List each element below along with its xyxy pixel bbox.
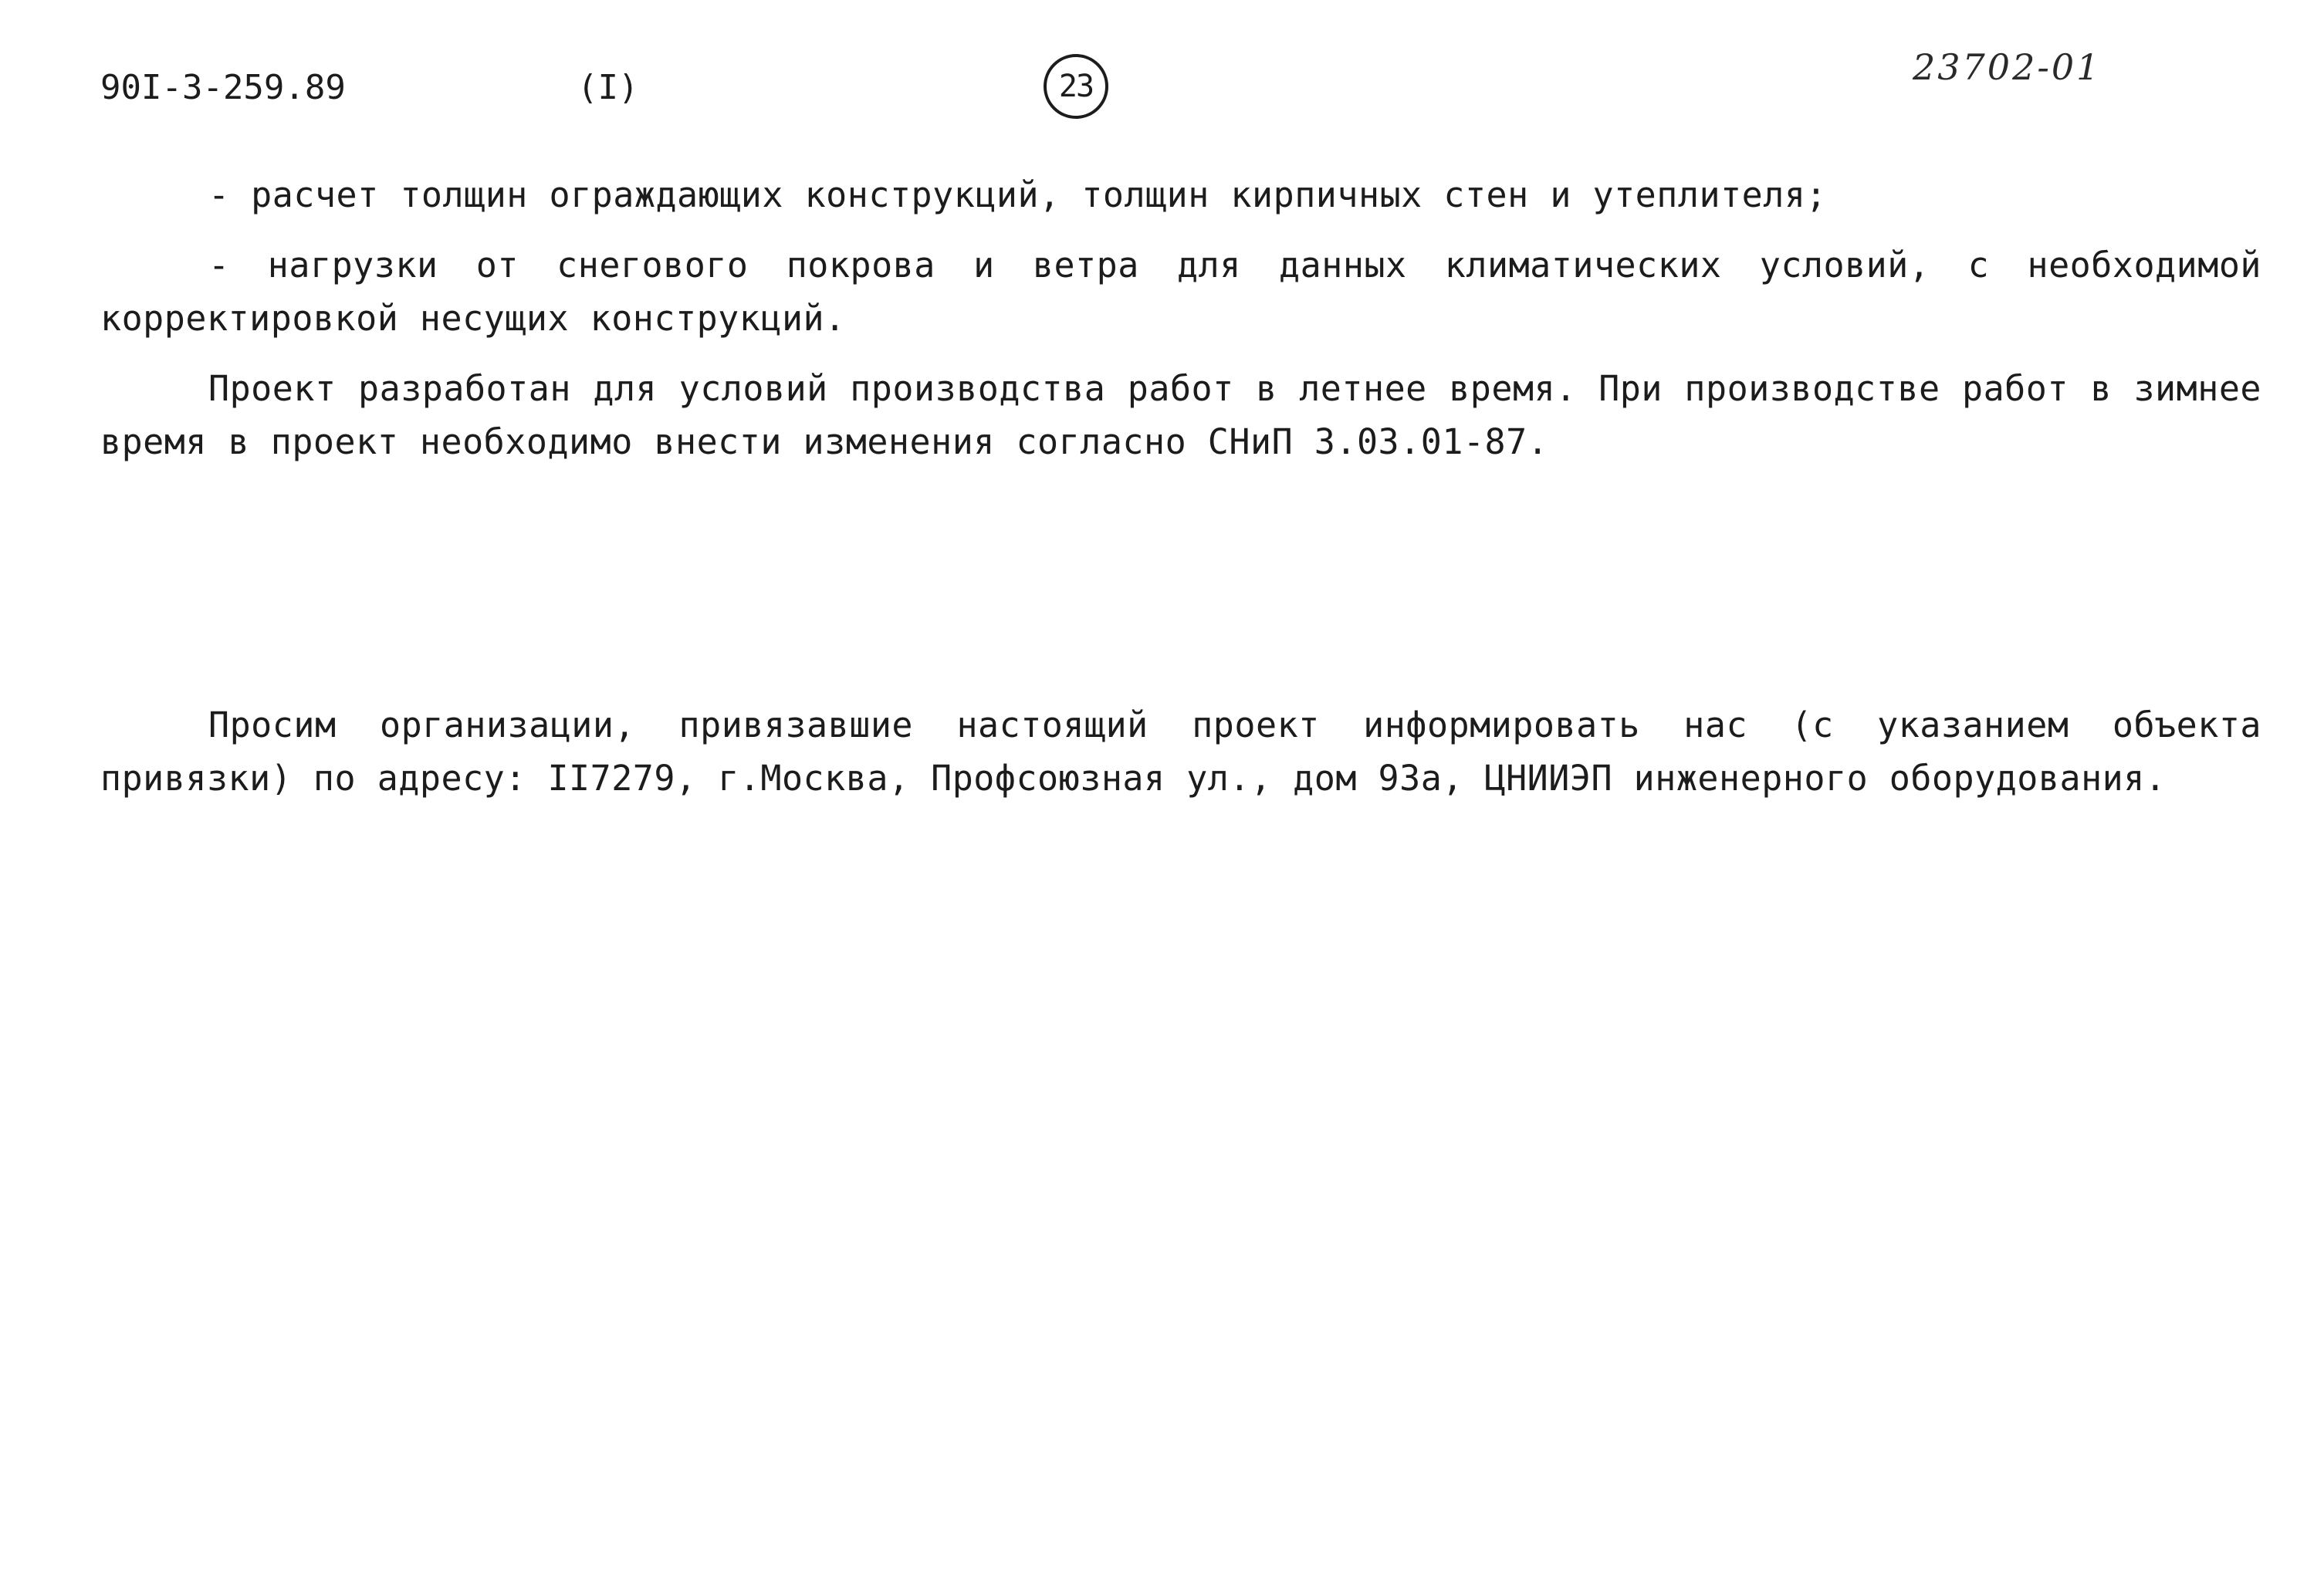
- paragraph-wall-thickness: - расчет толщин ограждающих конструкций, толщин кирпичных стен и утеплителя;: [208, 174, 1828, 215]
- paragraph-construction-season: Проект разработан для условий производства работ в летнее время. При производстве работ в зимнее время в проект необходимо внести изменения согласно СНиП 3.03.01-87.: [100, 368, 2261, 462]
- notice-text: [100, 698, 2261, 805]
- document-code: 90I-3-259.89: [100, 68, 346, 107]
- part-number: (I): [577, 68, 639, 107]
- main-text: [100, 168, 2261, 468]
- paragraph-notice: Просим организации, привязавшие настоящий проект информировать нас (с указанием объекта привязки) по адресу: II7279, г.Москва, Профсоюзная ул., дом 93а, ЦНИИЭП инженерного оборудования.: [100, 705, 2261, 799]
- handwritten-inventory-number: 23702-01: [1913, 46, 2102, 88]
- paragraph-snow-wind-loads: - нагрузки от снегового покрова и ветра для данных климатических условий, с необходимой корректировкой несущих конструкций.: [100, 245, 2261, 339]
- page-number: 23: [1058, 69, 1094, 104]
- page-number-circle: [1044, 54, 1108, 119]
